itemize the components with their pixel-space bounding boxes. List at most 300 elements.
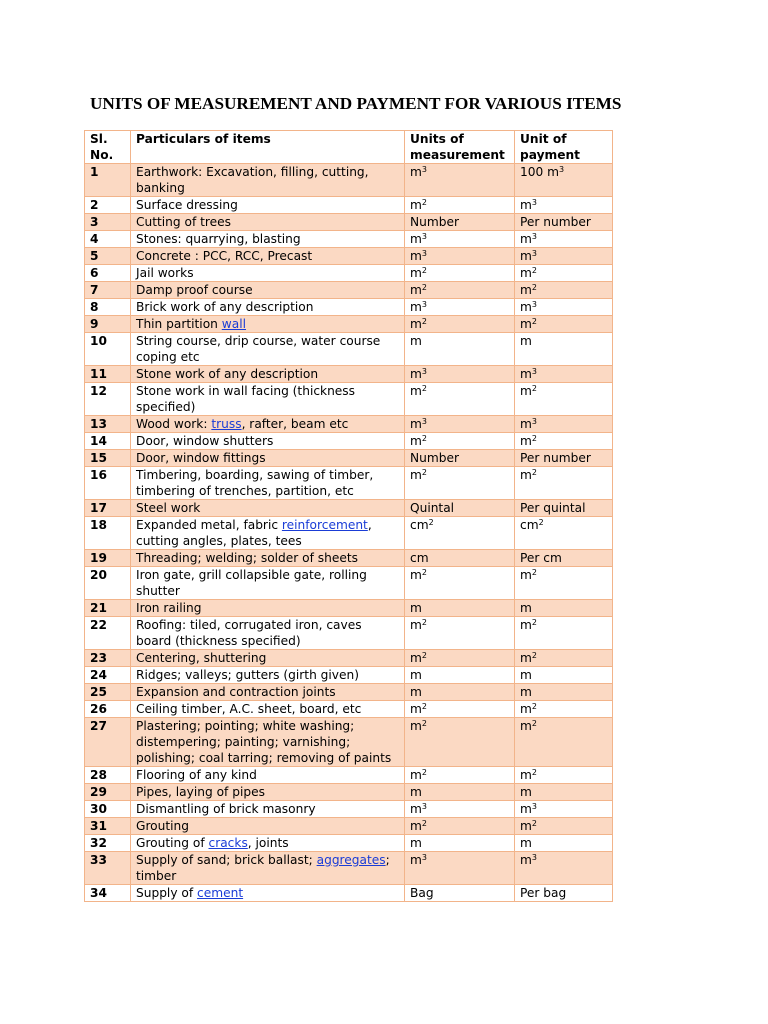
table-body — [85, 164, 613, 902]
particulars-text: Door, window fittings — [136, 451, 266, 465]
row-unit-payment-value: m — [520, 384, 532, 398]
table-row — [85, 567, 613, 600]
row-unit-measurement-value: m — [410, 685, 422, 699]
row-number: 19 — [85, 550, 131, 567]
row-particulars — [131, 316, 405, 333]
row-particulars — [131, 852, 405, 885]
row-unit-payment — [515, 214, 613, 231]
row-unit-measurement-exponent: 3 — [421, 367, 427, 376]
row-unit-measurement-exponent: 3 — [421, 853, 427, 862]
row-unit-payment-exponent: 2 — [531, 618, 537, 627]
row-particulars — [131, 299, 405, 316]
row-unit-measurement — [405, 650, 515, 667]
row-unit-payment-exponent: 2 — [531, 768, 537, 777]
link-aggregates[interactable]: aggregates — [316, 853, 386, 867]
row-unit-payment-value: Per bag — [520, 886, 567, 900]
row-unit-payment-exponent: 2 — [531, 702, 537, 711]
row-unit-payment-exponent: 2 — [531, 819, 537, 828]
row-particulars — [131, 684, 405, 701]
row-particulars — [131, 416, 405, 433]
row-unit-payment-value: m — [520, 317, 532, 331]
row-unit-measurement — [405, 214, 515, 231]
row-unit-payment — [515, 500, 613, 517]
row-particulars — [131, 517, 405, 550]
row-number: 14 — [85, 433, 131, 450]
table-row — [85, 416, 613, 433]
row-unit-payment — [515, 885, 613, 902]
row-unit-payment-exponent: 3 — [531, 300, 537, 309]
particulars-text: Brick work of any description — [136, 300, 314, 314]
row-unit-measurement-exponent: 2 — [421, 768, 427, 777]
row-unit-measurement — [405, 550, 515, 567]
particulars-text: Supply of — [136, 886, 198, 900]
row-unit-payment — [515, 684, 613, 701]
row-unit-measurement-value: m — [410, 768, 422, 782]
row-particulars — [131, 248, 405, 265]
row-unit-measurement — [405, 366, 515, 383]
row-unit-measurement-value: m — [410, 568, 422, 582]
particulars-text-after: , joints — [247, 836, 289, 850]
link-cement[interactable]: cement — [197, 886, 244, 900]
row-unit-measurement — [405, 383, 515, 416]
table-row — [85, 164, 613, 197]
row-unit-measurement-value: m — [410, 702, 422, 716]
row-particulars — [131, 282, 405, 299]
row-unit-payment — [515, 567, 613, 600]
row-unit-measurement — [405, 316, 515, 333]
row-unit-measurement-exponent: 3 — [421, 232, 427, 241]
row-unit-measurement-exponent: 2 — [428, 518, 434, 527]
particulars-text: Thin partition — [136, 317, 222, 331]
row-unit-payment-exponent: 2 — [531, 468, 537, 477]
table-row — [85, 818, 613, 835]
row-particulars — [131, 617, 405, 650]
row-particulars — [131, 885, 405, 902]
row-particulars — [131, 567, 405, 600]
row-unit-payment-exponent: 3 — [531, 367, 537, 376]
row-unit-payment — [515, 366, 613, 383]
row-unit-payment-value: m — [520, 367, 532, 381]
row-unit-measurement — [405, 684, 515, 701]
row-unit-measurement — [405, 265, 515, 282]
row-unit-measurement — [405, 433, 515, 450]
particulars-text: Steel work — [136, 501, 201, 515]
row-unit-measurement — [405, 567, 515, 600]
row-unit-measurement-value: m — [410, 367, 422, 381]
row-unit-measurement — [405, 467, 515, 500]
particulars-text: Timbering, boarding, sawing of timber, timbering of trenches, partition, etc — [136, 468, 374, 498]
row-unit-measurement-exponent: 2 — [421, 468, 427, 477]
row-particulars — [131, 835, 405, 852]
row-number: 3 — [85, 214, 131, 231]
row-unit-measurement — [405, 299, 515, 316]
row-unit-measurement-value: m — [410, 384, 422, 398]
table-header-row — [85, 131, 613, 164]
row-number: 25 — [85, 684, 131, 701]
row-number: 21 — [85, 600, 131, 617]
row-particulars — [131, 450, 405, 467]
table-row — [85, 600, 613, 617]
row-unit-payment-value: m — [520, 853, 532, 867]
row-unit-measurement-value: Bag — [410, 886, 434, 900]
row-unit-measurement-value: cm — [410, 551, 429, 565]
row-unit-payment-exponent: 2 — [538, 518, 544, 527]
row-unit-payment-value: m — [520, 334, 532, 348]
row-unit-measurement — [405, 767, 515, 784]
particulars-text-after: , rafter, beam etc — [241, 417, 349, 431]
table-row — [85, 383, 613, 416]
row-number: 10 — [85, 333, 131, 366]
row-unit-payment-exponent: 3 — [531, 249, 537, 258]
table-row — [85, 684, 613, 701]
particulars-text: Earthwork: Excavation, filling, cutting, banking — [136, 165, 369, 195]
row-unit-measurement — [405, 617, 515, 650]
row-unit-measurement-value: m — [410, 618, 422, 632]
row-unit-payment — [515, 600, 613, 617]
row-unit-measurement — [405, 231, 515, 248]
row-unit-payment-exponent: 2 — [531, 434, 537, 443]
link-reinforcement[interactable]: reinforcement — [281, 518, 368, 532]
row-particulars — [131, 433, 405, 450]
row-unit-measurement-value: m — [410, 785, 422, 799]
table-row — [85, 517, 613, 550]
particulars-text: Iron railing — [136, 601, 202, 615]
particulars-text: Ceiling timber, A.C. sheet, board, etc — [136, 702, 362, 716]
table-row — [85, 197, 613, 214]
row-unit-payment-value: m — [520, 651, 532, 665]
row-unit-measurement-exponent: 3 — [421, 249, 427, 258]
row-unit-measurement-exponent: 2 — [421, 317, 427, 326]
row-particulars — [131, 164, 405, 197]
row-unit-measurement — [405, 450, 515, 467]
row-unit-payment-exponent: 2 — [531, 283, 537, 292]
row-unit-payment — [515, 617, 613, 650]
link-wall[interactable]: wall — [221, 317, 246, 331]
row-unit-measurement-value: Quintal — [410, 501, 455, 515]
row-unit-payment — [515, 767, 613, 784]
row-particulars — [131, 701, 405, 718]
row-unit-payment-value: m — [520, 300, 532, 314]
row-unit-measurement-exponent: 2 — [421, 819, 427, 828]
row-unit-measurement-value: m — [410, 819, 422, 833]
row-unit-measurement-value: m — [410, 417, 422, 431]
row-particulars — [131, 818, 405, 835]
row-particulars — [131, 500, 405, 517]
header-sl-no: Sl. No. — [85, 131, 131, 164]
row-number: 33 — [85, 852, 131, 885]
table-row — [85, 550, 613, 567]
particulars-text: Jail works — [136, 266, 194, 280]
particulars-text: Flooring of any kind — [136, 768, 257, 782]
row-unit-measurement-value: m — [410, 853, 422, 867]
row-unit-payment-value: Per cm — [520, 551, 562, 565]
table-row — [85, 265, 613, 282]
row-number: 16 — [85, 467, 131, 500]
table-row — [85, 718, 613, 767]
row-unit-measurement-value: m — [410, 266, 422, 280]
particulars-text: Supply of sand; brick ballast; — [136, 853, 317, 867]
row-unit-payment-value: 100 m — [520, 165, 560, 179]
link-cracks[interactable]: cracks — [208, 836, 248, 850]
row-unit-payment-exponent: 3 — [531, 232, 537, 241]
row-unit-payment-value: Per quintal — [520, 501, 586, 515]
row-unit-payment — [515, 164, 613, 197]
header-particulars: Particulars of items — [131, 131, 405, 164]
row-unit-measurement-value: m — [410, 283, 422, 297]
row-number: 34 — [85, 885, 131, 902]
particulars-text: Grouting — [136, 819, 189, 833]
row-number: 29 — [85, 784, 131, 801]
row-number: 22 — [85, 617, 131, 650]
particulars-text: Ridges; valleys; gutters (girth given) — [136, 668, 359, 682]
row-unit-payment — [515, 265, 613, 282]
row-unit-payment-exponent: 2 — [531, 317, 537, 326]
row-unit-measurement-exponent: 2 — [421, 198, 427, 207]
row-unit-payment-value: m — [520, 232, 532, 246]
row-unit-measurement-value: m — [410, 651, 422, 665]
row-unit-measurement-value: m — [410, 668, 422, 682]
particulars-text: Damp proof course — [136, 283, 253, 297]
row-unit-payment — [515, 248, 613, 265]
row-number: 28 — [85, 767, 131, 784]
table-row — [85, 282, 613, 299]
row-number: 9 — [85, 316, 131, 333]
row-unit-payment-value: m — [520, 618, 532, 632]
row-unit-payment — [515, 282, 613, 299]
row-unit-measurement-value: m — [410, 334, 422, 348]
row-number: 6 — [85, 265, 131, 282]
row-unit-payment — [515, 467, 613, 500]
row-unit-measurement-exponent: 3 — [421, 417, 427, 426]
row-unit-measurement — [405, 164, 515, 197]
particulars-text: Dismantling of brick masonry — [136, 802, 316, 816]
particulars-text: Expanded metal, fabric — [136, 518, 282, 532]
particulars-text: Wood work: — [136, 417, 212, 431]
row-unit-measurement-exponent: 2 — [421, 651, 427, 660]
row-unit-payment — [515, 650, 613, 667]
particulars-text: Threading; welding; solder of sheets — [136, 551, 358, 565]
row-number: 13 — [85, 416, 131, 433]
table-row — [85, 299, 613, 316]
row-unit-payment — [515, 818, 613, 835]
table-row — [85, 801, 613, 818]
row-particulars — [131, 801, 405, 818]
link-truss[interactable]: truss — [211, 417, 242, 431]
particulars-text-after: , cutting angles, plates, tees — [136, 518, 372, 548]
table-row — [85, 231, 613, 248]
table-row — [85, 835, 613, 852]
table-row — [85, 767, 613, 784]
table-row — [85, 433, 613, 450]
particulars-text: Door, window shutters — [136, 434, 274, 448]
row-number: 4 — [85, 231, 131, 248]
row-unit-payment — [515, 416, 613, 433]
header-unit-of-payment: Unit of payment — [515, 131, 613, 164]
row-unit-measurement-value: m — [410, 317, 422, 331]
table-row — [85, 333, 613, 366]
particulars-text: Surface dressing — [136, 198, 238, 212]
particulars-text: Cutting of trees — [136, 215, 232, 229]
row-unit-measurement-exponent: 2 — [421, 702, 427, 711]
particulars-text: Grouting of — [136, 836, 209, 850]
table-row — [85, 701, 613, 718]
row-number: 24 — [85, 667, 131, 684]
row-unit-payment-value: cm — [520, 518, 539, 532]
particulars-text: Stones: quarrying, blasting — [136, 232, 301, 246]
row-unit-payment — [515, 299, 613, 316]
row-particulars — [131, 667, 405, 684]
row-unit-measurement-value: m — [410, 434, 422, 448]
row-unit-payment-exponent: 3 — [531, 198, 537, 207]
row-number: 30 — [85, 801, 131, 818]
row-particulars — [131, 366, 405, 383]
row-unit-payment-value: m — [520, 685, 532, 699]
particulars-text: String course, drip course, water course coping etc — [136, 334, 381, 364]
row-unit-measurement-value: Number — [410, 215, 459, 229]
row-unit-payment-value: m — [520, 802, 532, 816]
row-unit-payment — [515, 718, 613, 767]
row-unit-payment — [515, 197, 613, 214]
row-unit-measurement-value: m — [410, 836, 422, 850]
particulars-text: Centering, shuttering — [136, 651, 267, 665]
row-unit-measurement — [405, 667, 515, 684]
particulars-text: Plastering; pointing; white washing; distempering; painting; varnishing; polishing; coal tarring; removing of paints — [136, 719, 392, 765]
row-number: 2 — [85, 197, 131, 214]
row-unit-measurement-value: m — [410, 249, 422, 263]
row-unit-measurement — [405, 835, 515, 852]
table-row — [85, 885, 613, 902]
row-unit-measurement-value: m — [410, 719, 422, 733]
table-row — [85, 316, 613, 333]
particulars-text: Roofing: tiled, corrugated iron, caves board (thickness specified) — [136, 618, 362, 648]
row-number: 5 — [85, 248, 131, 265]
row-number: 27 — [85, 718, 131, 767]
row-unit-payment — [515, 701, 613, 718]
row-unit-payment-exponent: 3 — [559, 165, 565, 174]
row-unit-measurement — [405, 784, 515, 801]
row-unit-measurement — [405, 852, 515, 885]
table-row — [85, 450, 613, 467]
row-unit-measurement-exponent: 2 — [421, 719, 427, 728]
row-unit-payment-exponent: 3 — [531, 853, 537, 862]
row-number: 15 — [85, 450, 131, 467]
row-unit-measurement-value: m — [410, 468, 422, 482]
row-unit-payment — [515, 316, 613, 333]
row-particulars — [131, 784, 405, 801]
row-number: 18 — [85, 517, 131, 550]
row-unit-payment-exponent: 2 — [531, 384, 537, 393]
row-unit-payment-value: m — [520, 702, 532, 716]
row-unit-measurement-value: m — [410, 198, 422, 212]
row-unit-measurement-value: m — [410, 300, 422, 314]
row-unit-payment-exponent: 2 — [531, 266, 537, 275]
row-unit-payment-value: Per number — [520, 451, 591, 465]
row-unit-payment — [515, 667, 613, 684]
row-number: 8 — [85, 299, 131, 316]
row-number: 32 — [85, 835, 131, 852]
table-row — [85, 667, 613, 684]
row-unit-payment-value: m — [520, 468, 532, 482]
page-title: UNITS OF MEASUREMENT AND PAYMENT FOR VARIOUS ITEMS — [90, 94, 622, 113]
row-unit-payment — [515, 801, 613, 818]
table-row — [85, 500, 613, 517]
row-unit-measurement-exponent: 2 — [421, 568, 427, 577]
row-unit-measurement-value: cm — [410, 518, 429, 532]
row-unit-payment-value: m — [520, 198, 532, 212]
table-row — [85, 784, 613, 801]
row-number: 12 — [85, 383, 131, 416]
row-unit-measurement-exponent: 2 — [421, 283, 427, 292]
row-unit-payment-value: m — [520, 768, 532, 782]
row-unit-payment-value: m — [520, 836, 532, 850]
row-unit-measurement-exponent: 2 — [421, 434, 427, 443]
row-unit-measurement-value: Number — [410, 451, 459, 465]
row-number: 17 — [85, 500, 131, 517]
row-unit-measurement — [405, 416, 515, 433]
row-unit-measurement — [405, 600, 515, 617]
row-unit-measurement — [405, 248, 515, 265]
row-unit-payment-value: Per number — [520, 215, 591, 229]
row-unit-measurement-exponent: 3 — [421, 165, 427, 174]
row-unit-measurement-exponent: 2 — [421, 618, 427, 627]
row-number: 1 — [85, 164, 131, 197]
particulars-text: Concrete : PCC, RCC, Precast — [136, 249, 313, 263]
particulars-text-after: ; timber — [136, 853, 390, 883]
row-unit-measurement — [405, 718, 515, 767]
row-unit-payment-value: m — [520, 601, 532, 615]
row-unit-payment-value: m — [520, 819, 532, 833]
row-unit-payment — [515, 852, 613, 885]
row-unit-payment-value: m — [520, 668, 532, 682]
row-number: 20 — [85, 567, 131, 600]
row-unit-payment — [515, 550, 613, 567]
row-unit-payment — [515, 835, 613, 852]
row-unit-measurement-exponent: 2 — [421, 266, 427, 275]
row-particulars — [131, 650, 405, 667]
row-particulars — [131, 333, 405, 366]
row-particulars — [131, 265, 405, 282]
row-unit-payment-exponent: 3 — [531, 802, 537, 811]
row-unit-payment — [515, 517, 613, 550]
particulars-text: Stone work in wall facing (thickness specified) — [136, 384, 356, 414]
row-particulars — [131, 767, 405, 784]
table-row — [85, 852, 613, 885]
row-unit-payment — [515, 383, 613, 416]
row-number: 26 — [85, 701, 131, 718]
row-unit-payment-exponent: 3 — [531, 417, 537, 426]
row-unit-measurement-exponent: 3 — [421, 300, 427, 309]
row-unit-measurement-exponent: 2 — [421, 384, 427, 393]
row-unit-measurement-value: m — [410, 601, 422, 615]
row-unit-measurement-value: m — [410, 165, 422, 179]
row-unit-measurement — [405, 701, 515, 718]
row-particulars — [131, 550, 405, 567]
table-row — [85, 617, 613, 650]
row-unit-measurement — [405, 885, 515, 902]
row-unit-payment-value: m — [520, 417, 532, 431]
row-unit-payment-value: m — [520, 785, 532, 799]
row-unit-payment — [515, 333, 613, 366]
row-unit-payment-exponent: 2 — [531, 719, 537, 728]
row-particulars — [131, 718, 405, 767]
row-number: 31 — [85, 818, 131, 835]
row-unit-measurement — [405, 801, 515, 818]
row-unit-measurement — [405, 197, 515, 214]
table-row — [85, 214, 613, 231]
row-unit-measurement-value: m — [410, 802, 422, 816]
header-units-of-measurement: Units of measurement — [405, 131, 515, 164]
particulars-text: Pipes, laying of pipes — [136, 785, 265, 799]
